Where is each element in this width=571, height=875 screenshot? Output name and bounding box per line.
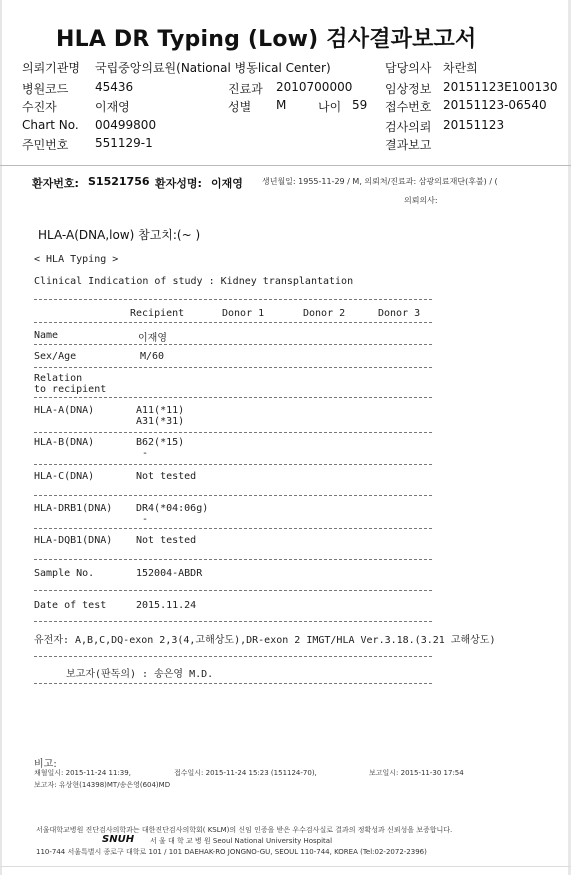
bottom-edge	[0, 866, 571, 867]
row-value-hla-dqb1: Not tested	[136, 535, 197, 546]
header-value-hospital-code: 45436	[95, 80, 134, 94]
clinical-indication: Clinical Indication of study : Kidney transplantation	[34, 276, 354, 287]
remarks-label: 비고:	[34, 759, 57, 770]
row-label-hla-dqb1: HLA-DQB1(DNA)	[34, 535, 113, 546]
method-note: 유전자: A,B,C,DQ-exon 2,3(4,고해상도),DR-exon 2 IMGT/HLA Ver.3.18.(3.21 고해상도)	[34, 635, 496, 646]
header-value-patient: 이재영	[95, 100, 130, 114]
header-value-test-request: 20151123	[443, 118, 505, 132]
header-label-chart-no: Chart No.	[22, 118, 79, 132]
header-value-receipt-no: 20151123-06540	[443, 98, 547, 112]
header-label-receipt-no: 접수번호	[385, 100, 432, 114]
section-title: < HLA Typing >	[34, 254, 119, 265]
column-recipient: Recipient	[130, 308, 185, 319]
received-time: 접수일시: 2015-11-24 15:23 (151124-70),	[174, 769, 317, 777]
row-rule	[34, 432, 432, 433]
page-edge-left	[0, 0, 2, 875]
reported-time: 보고일시: 2015-11-30 17:54	[369, 769, 464, 777]
report-title: HLA DR Typing (Low) 검사결과보고서	[56, 27, 477, 52]
row-label-name: Name	[34, 330, 59, 341]
row-rule	[34, 590, 432, 591]
row-rule	[34, 344, 432, 345]
hospital-address: 110-744 서울특별시 종로구 대학로 101 / 101 DAEHAK-RO JONGNO-GU, SEOUL 110-744, KOREA (Tel:02-2072-2396)	[36, 848, 427, 856]
row-value-name: 이재영	[138, 333, 167, 344]
header-label-patient: 수진자	[22, 100, 57, 114]
row-rule	[34, 528, 432, 529]
row-value-sample-no: 152004-ABDR	[136, 568, 203, 579]
snuh-logo-text: SNUH	[102, 834, 135, 845]
patient-reg-label: 환자번호:	[32, 177, 79, 190]
header-label-sex: 성별	[228, 100, 252, 114]
row-value-hla-c: Not tested	[136, 471, 197, 482]
header-label-requester: 의뢰기관명	[22, 61, 80, 75]
header-value-doctor: 차란희	[443, 61, 478, 75]
collected-time: 채혈일시: 2015-11-24 11:39,	[34, 769, 131, 777]
table-bottom-rule	[34, 621, 432, 622]
row-label-hla-drb1: HLA-DRB1(DNA)	[34, 503, 113, 514]
header-label-clinical-info: 임상정보	[385, 82, 432, 96]
snuh-logo	[102, 834, 134, 845]
header-label-resident-no: 주민번호	[22, 138, 69, 152]
header-value-requester: 국립중앙의료원(National 병동lical Center)	[95, 61, 331, 75]
row-label-hla-a: HLA-A(DNA)	[34, 405, 95, 416]
row-value-sex-age: M/60	[140, 351, 165, 362]
row-rule	[34, 559, 432, 560]
column-donor-2: Donor 2	[303, 308, 346, 319]
row-value-hla-a: A11(*11) A31(*31)	[136, 405, 185, 427]
header-value-chart-no: 00499800	[95, 118, 157, 132]
header-value-sex: M	[276, 98, 287, 112]
header-label-test-request: 검사의뢰	[385, 120, 432, 134]
row-label-relation: Relation to recipient	[34, 373, 107, 395]
header-rule	[34, 322, 432, 323]
table-top-rule	[34, 299, 432, 300]
row-value-date-of-test: 2015.11.24	[136, 600, 197, 611]
header-label-department: 진료과	[228, 82, 263, 96]
header-value-clinical-info: 20151123E100130	[443, 80, 558, 94]
row-rule	[34, 464, 432, 465]
header-value-resident-no: 551129-1	[95, 136, 153, 150]
column-donor-3: Donor 3	[378, 308, 421, 319]
header-label-doctor: 담당의사	[385, 61, 432, 75]
reference-line: HLA-A(DNA,low) 참고치:(~ )	[38, 228, 201, 242]
row-value-hla-b: B62(*15) -	[136, 437, 185, 459]
reporter-signature: 보고자(판독의) : 송은영 M.D.	[66, 669, 214, 680]
patient-name-label: 환자성명:	[155, 177, 202, 190]
row-label-hla-b: HLA-B(DNA)	[34, 437, 95, 448]
method-rule	[34, 656, 432, 657]
header-label-hospital-code: 병원코드	[22, 82, 69, 96]
row-label-sample-no: Sample No.	[34, 568, 95, 579]
reporter-rule	[34, 683, 432, 684]
column-donor-1: Donor 1	[222, 308, 265, 319]
patient-reg-value: S1521756	[88, 175, 150, 188]
reporter-line: 보고자: 유상현(14398)MT/송은영(604)MD	[34, 781, 171, 789]
patient-name-value: 이재영	[211, 177, 243, 190]
row-rule	[34, 397, 432, 398]
certification-note: 서울대학교병원 진단검사의학과는 대한진단검사의학회( KSLM)의 신임 인증을 받은 우수검사실로 결과의 정확성과 신뢰성을 보증합니다.	[36, 826, 453, 834]
patient-meta: 생년월일: 1955-11-29 / M, 의뢰처/진료과: 삼광의료재단(후불) / (	[262, 177, 498, 186]
header-label-age: 나이	[318, 100, 342, 114]
row-label-date-of-test: Date of test	[34, 600, 107, 611]
row-label-hla-c: HLA-C(DNA)	[34, 471, 95, 482]
header-divider	[0, 165, 571, 166]
referring-doctor-label: 의뢰의사:	[404, 196, 438, 205]
header-value-department: 2010700000	[276, 80, 353, 94]
row-label-sex-age: Sex/Age	[34, 351, 77, 362]
row-rule	[34, 495, 432, 496]
hospital-name: 서 울 대 학 교 병 원 Seoul National University Hospital	[150, 837, 333, 845]
row-value-hla-drb1: DR4(*04:06g) -	[136, 503, 209, 525]
header-value-age: 59	[352, 98, 368, 112]
header-label-result-report: 결과보고	[385, 138, 432, 152]
row-rule	[34, 367, 432, 368]
